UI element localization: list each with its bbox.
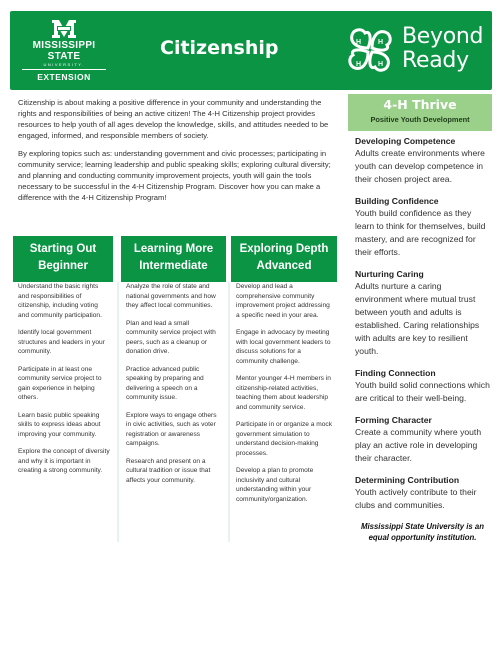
column-header-beginner <box>13 236 113 282</box>
list-item: Practice advanced public speaking by preparing and delivering a speech on a community issue. <box>126 365 204 401</box>
list-item: Understand the basic rights and responsibilities of citizenship, including voting and community participation. <box>18 283 102 319</box>
thrive-title: 4-H Thrive <box>383 97 457 112</box>
thrive-item <box>355 269 490 358</box>
column-divider <box>228 282 230 542</box>
thrive-item <box>355 368 490 405</box>
thrive-item-text: Adults create environments where youth can develop competence in their chosen project area. <box>355 148 485 184</box>
intro-paragraph-1: Citizenship is about making a positive difference in your community and understanding the rights and responsibilities of being an active citizen! The 4-H Citizenship project provides resources to help youth of all ages develop the knowledge, skills, and attitudes needed to be engaged, informed, and responsible members of society. <box>18 98 329 140</box>
brand-line2: Ready <box>402 48 469 73</box>
brand-line1: Beyond <box>402 24 484 49</box>
logo-extension: EXTENSION <box>37 72 91 82</box>
logo-divider <box>22 69 106 70</box>
thrive-item-text: Adults nurture a caring environment where mutual trust between youth and adults is established. Caring relationships with adults are key to resilient youth. <box>355 281 480 356</box>
list-item: Learn basic public speaking skills to express ideas about improving your community. <box>18 411 101 438</box>
thrive-header <box>348 94 492 131</box>
thrive-item <box>355 415 490 465</box>
msu-extension-logo <box>18 19 110 85</box>
msu-m-icon <box>51 19 77 39</box>
list-item: Participate in or organize a mock government simulation to understand decision-making processes. <box>236 421 333 457</box>
thrive-item-heading: Nurturing Caring <box>355 269 424 279</box>
thrive-item-heading: Building Confidence <box>355 196 439 206</box>
thrive-item-heading: Finding Connection <box>355 368 436 378</box>
list-item: Analyze the role of state and national governments and how they affect local communities. <box>126 283 216 309</box>
list-item: Explore the concept of diversity and why it is important in creating a strong community. <box>18 448 110 474</box>
list-item: Mentor younger 4-H members in citizenship-related activities, teaching them about leadership and community service. <box>236 375 331 411</box>
equal-opportunity-statement: Mississippi State University is an equal opportunity institution. <box>360 522 485 542</box>
thrive-item-text: Youth build solid connections which are critical to their well-being. <box>355 380 490 403</box>
column-level: Advanced <box>256 260 312 272</box>
svg-text:H: H <box>378 61 384 68</box>
beginner-column <box>18 282 110 484</box>
thrive-item <box>355 136 490 186</box>
thrive-subtitle: Positive Youth Development <box>370 115 470 124</box>
column-level: Beginner <box>38 260 88 272</box>
thrive-item <box>355 196 490 259</box>
intermediate-column <box>126 282 222 493</box>
thrive-item-heading: Determining Contribution <box>355 475 460 485</box>
intro-paragraph-2: By exploring topics such as: understanding government and civic processes; participating in community service; learning leadership and public speaking skills; exploring cultural diversity; and planning and conducting community improvement projects, youth will gain the tools necessary to be successful in the 4-H Citizenship Program. Discover how you can make a difference with the 4-H Citizenship Program! <box>18 149 331 202</box>
thrive-item-text: Create a community where youth play an active role in developing their character. <box>355 427 482 463</box>
list-item: Develop and lead a comprehensive community improvement project addressing a specific need in your area. <box>236 283 330 319</box>
beyond-ready-wordmark <box>402 25 483 73</box>
logo-university-word: UNIVERSITY. <box>43 62 85 67</box>
list-item: Identify local government structures and leaders in your community. <box>18 329 105 355</box>
list-item: Explore ways to engage others in civic activities, such as voter registration or awareness campaigns. <box>126 411 217 447</box>
thrive-item-text: Youth build confidence as they learn to think for themselves, build mastery, and are recognized for their efforts. <box>355 208 486 257</box>
column-header-intermediate <box>121 236 226 282</box>
column-title: Starting Out <box>29 243 97 255</box>
thrive-item-text: Youth actively contribute to their clubs and communities. <box>355 487 477 510</box>
list-item: Plan and lead a small community service project with peers, such as a cleanup or donation drive. <box>126 319 216 355</box>
column-header-advanced <box>231 236 337 282</box>
svg-text:H: H <box>356 61 362 68</box>
list-item: Participate in at least one community service project to gain experience in helping others. <box>18 365 102 401</box>
svg-text:H: H <box>378 39 384 46</box>
list-item: Research and present on a cultural tradition or issue that affects your community. <box>126 457 211 484</box>
svg-text:H: H <box>356 39 362 46</box>
thrive-item <box>355 475 490 512</box>
header-banner <box>10 11 492 90</box>
intro-text <box>18 97 338 210</box>
column-divider <box>117 282 119 542</box>
list-item: Develop a plan to promote inclusivity and cultural understanding within your community/organization. <box>236 467 314 503</box>
advanced-column <box>236 282 334 512</box>
list-item: Engage in advocacy by meeting with local government leaders to discuss solutions for a community challenge. <box>236 329 331 365</box>
column-title: Learning More <box>133 243 214 255</box>
page-title: Citizenship <box>160 37 279 59</box>
thrive-item-heading: Forming Character <box>355 415 432 425</box>
logo-university-name: MISSISSIPPI STATE <box>32 40 96 62</box>
four-leaf-clover-icon <box>344 24 396 76</box>
thrive-sidebar <box>355 136 490 543</box>
thrive-item-heading: Developing Competence <box>355 136 456 146</box>
column-title: Exploring Depth <box>239 243 329 255</box>
column-level: Intermediate <box>139 260 208 272</box>
